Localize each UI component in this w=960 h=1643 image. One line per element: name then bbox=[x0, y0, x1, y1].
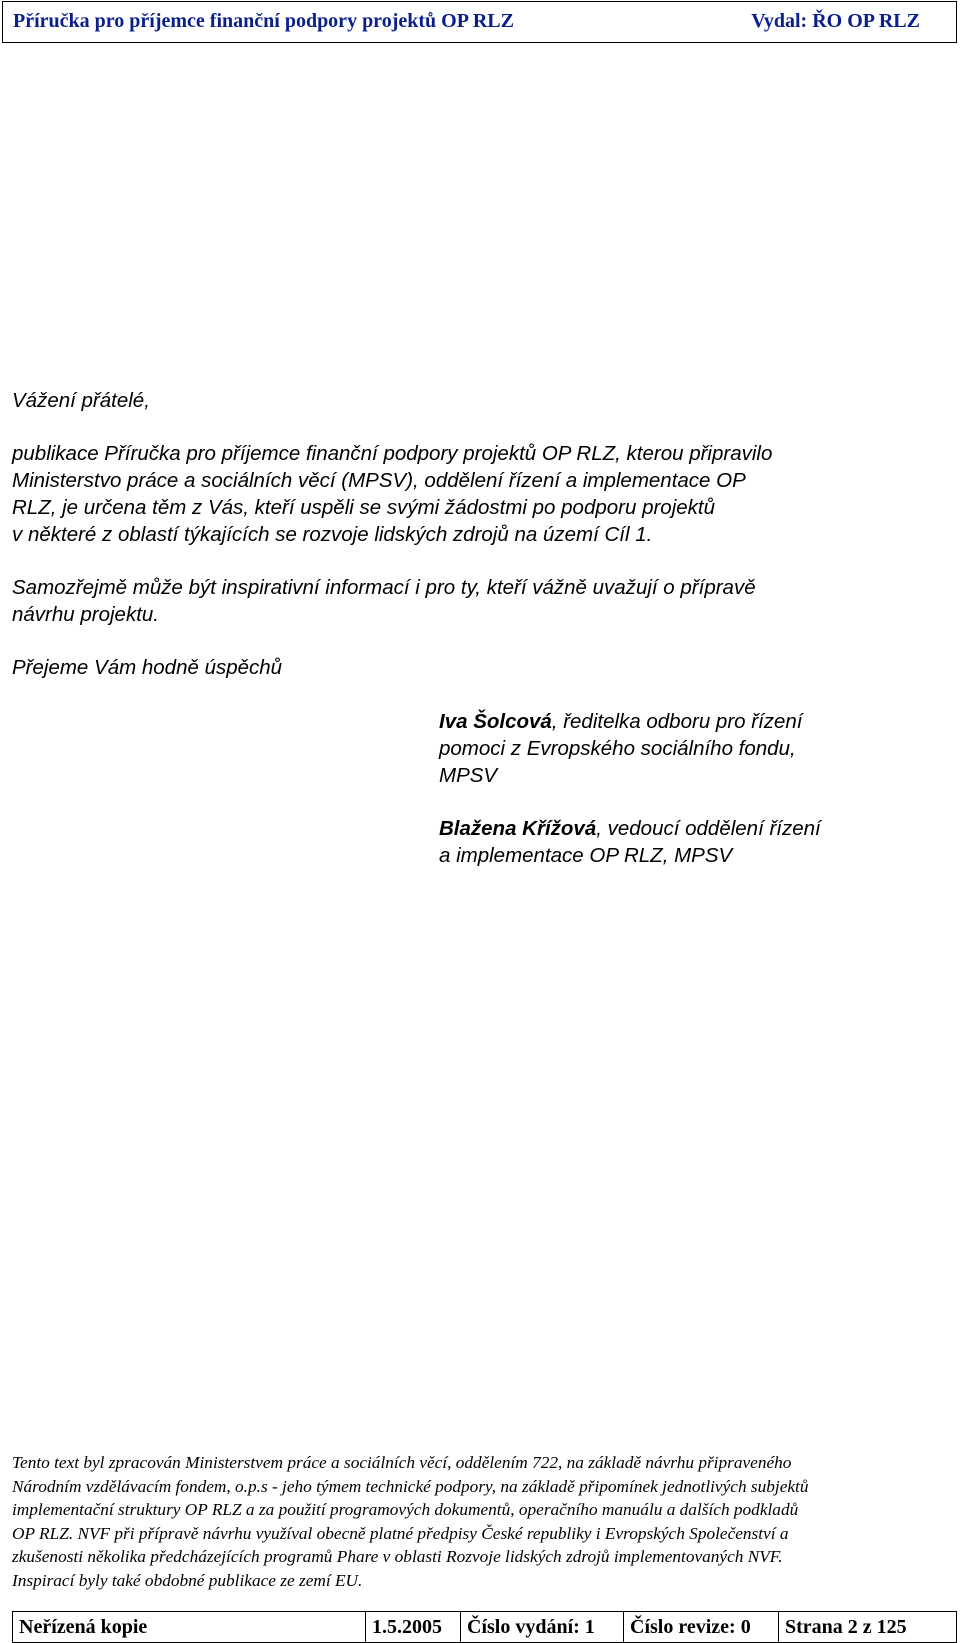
letter-paragraph-1 bbox=[12, 440, 912, 548]
letter-greeting: Vážení přátelé, bbox=[12, 389, 150, 412]
footnote-line: Národním vzdělávacím fondem, o.p.s - jeho týmem technické podpory, na základě připomínek jednotlivých subjektů bbox=[12, 1476, 809, 1496]
copy-status: Neřízená kopie bbox=[13, 1612, 366, 1643]
signatory-name: Iva Šolcová bbox=[439, 710, 552, 733]
page-footer bbox=[12, 1611, 957, 1643]
signatory-role: , vedoucí oddělení řízení bbox=[596, 817, 821, 840]
footnote-line: Tento text byl zpracován Ministerstvem práce a sociálních věcí, oddělením 722, na základě návrhu připraveného bbox=[12, 1453, 792, 1472]
signature-solcova bbox=[439, 708, 909, 789]
header-publisher: Vydal: ŘO OP RLZ bbox=[751, 10, 920, 32]
signatory-role: pomoci z Evropského sociálního fondu, bbox=[439, 737, 796, 760]
header-title: Příručka pro příjemce finanční podpory projektů OP RLZ bbox=[13, 10, 514, 32]
text-line: návrhu projektu. bbox=[12, 603, 160, 626]
footnote-line: OP RLZ. NVF při přípravě návrhu využíval obecně platné předpisy České republiky i Evropských Společenství a bbox=[12, 1523, 789, 1543]
text-line: RLZ, je určena těm z Vás, kteří uspěli se svými žádostmi po podporu projektů bbox=[12, 496, 716, 519]
text-line: Ministerstvo práce a sociálních věcí (MPSV), oddělení řízení a implementace OP bbox=[12, 469, 746, 492]
footnote-line: zkušenosti několika předcházejících programů Phare v oblasti Rozvoje lidských zdrojů implementovaných NVF. bbox=[12, 1547, 783, 1566]
signature-krizova bbox=[439, 815, 909, 869]
text-line: publikace Příručka pro příjemce finanční podpory projektů OP RLZ, kterou připravilo bbox=[12, 442, 773, 465]
footnote-line: Inspirací byly také obdobné publikace ze zemí EU. bbox=[12, 1570, 363, 1590]
text-line: v některé z oblastí týkajících se rozvoje lidských zdrojů na území Cíl 1. bbox=[12, 523, 653, 546]
signatory-name: Blažena Křížová bbox=[439, 817, 597, 840]
page-number: Strana 2 z 125 bbox=[779, 1612, 957, 1643]
authorship-footnote bbox=[12, 1451, 947, 1592]
text-line: Samozřejmě může být inspirativní informací i pro ty, kteří vážně uvažují o přípravě bbox=[12, 576, 756, 599]
page-header bbox=[2, 1, 957, 43]
signatory-role: , ředitelka odboru pro řízení bbox=[551, 710, 803, 733]
signatory-role: MPSV bbox=[439, 764, 498, 787]
footnote-line: implementační struktury OP RLZ a za použití programových dokumentů, operačního manuálu a dalších podkladů bbox=[12, 1500, 799, 1519]
issue-date: 1.5.2005 bbox=[366, 1612, 461, 1643]
letter-closing: Přejeme Vám hodně úspěchů bbox=[12, 656, 283, 679]
revision-number: Číslo revize: 0 bbox=[624, 1612, 779, 1643]
letter-paragraph-2 bbox=[12, 574, 912, 628]
edition-number: Číslo vydání: 1 bbox=[461, 1612, 624, 1643]
signatory-role: a implementace OP RLZ, MPSV bbox=[439, 844, 733, 867]
